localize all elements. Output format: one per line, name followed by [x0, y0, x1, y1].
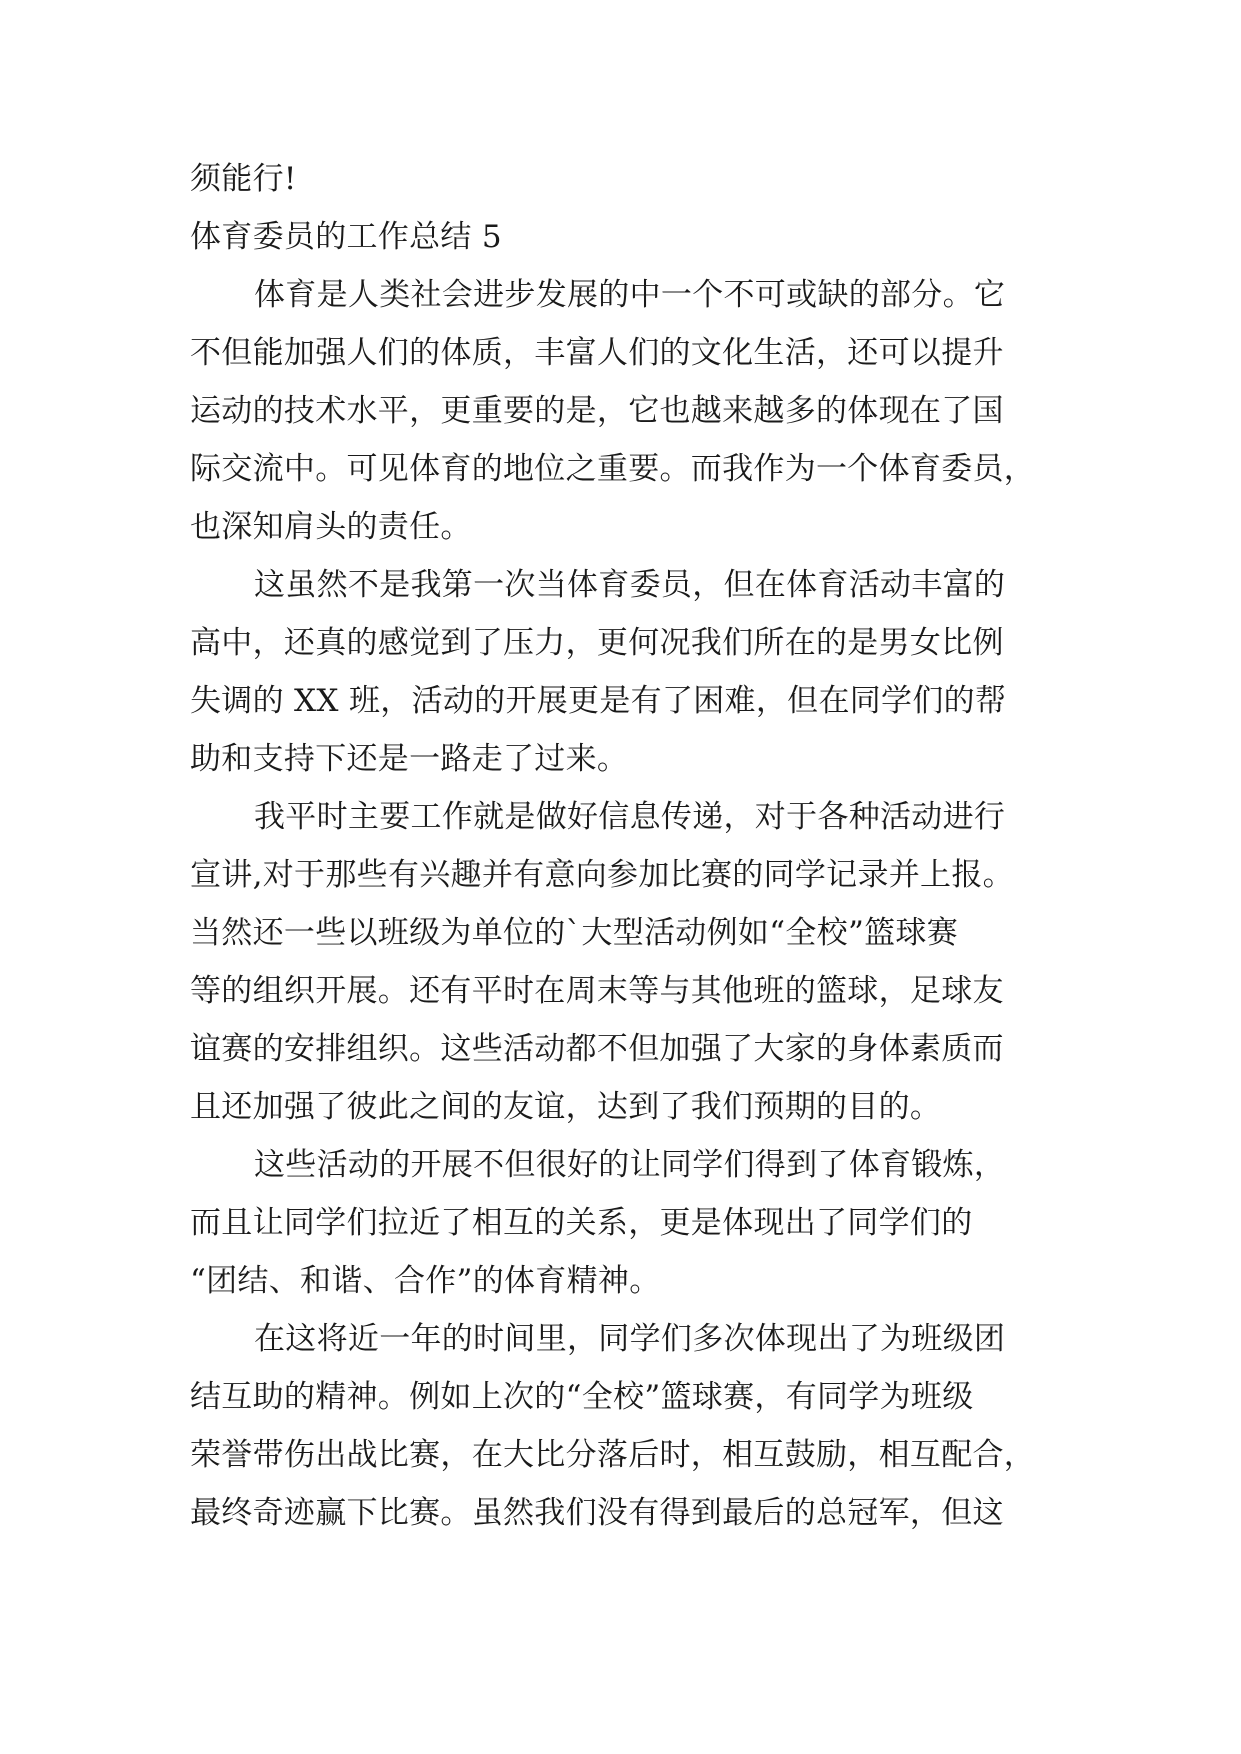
text-line: “团结、和谐、合作”的体育精神。: [190, 1263, 661, 1299]
text-line: 体育是人类社会进步发展的中一个不可或缺的部分。它: [254, 277, 1006, 313]
text-line: 在这将近一年的时间里，同学们多次体现出了为班级团: [254, 1321, 1006, 1357]
text-line: 结互助的精神。例如上次的“全校”篮球赛，有同学为班级: [190, 1379, 974, 1415]
text-line: 宣讲,对于那些有兴趣并有意向参加比赛的同学记录并上报。: [190, 857, 1014, 893]
text-line: 而且让同学们拉近了相互的关系，更是体现出了同学们的: [190, 1205, 973, 1241]
text-line: 际交流中。可见体育的地位之重要。而我作为一个体育委员，: [190, 451, 1036, 487]
text-line: 这虽然不是我第一次当体育委员，但在体育活动丰富的: [254, 567, 1006, 603]
text-line: 等的组织开展。还有平时在周末等与其他班的篮球，足球友: [190, 973, 1004, 1009]
text-line: 最终奇迹赢下比赛。虽然我们没有得到最后的总冠军，但这: [190, 1495, 1004, 1531]
text-line: 高中，还真的感觉到了压力，更何况我们所在的是男女比例: [190, 625, 1004, 661]
text-line: 运动的技术水平，更重要的是，它也越来越多的体现在了国: [190, 393, 1004, 429]
text-line: 助和支持下还是一路走了过来。: [190, 741, 629, 777]
document-page: [190, 150, 1090, 1542]
text-line: 且还加强了彼此之间的友谊，达到了我们预期的目的。: [190, 1089, 942, 1125]
text-line: 谊赛的安排组织。这些活动都不但加强了大家的身体素质而: [190, 1031, 1004, 1067]
text-line: 这些活动的开展不但很好的让同学们得到了体育锻炼，: [254, 1147, 1006, 1183]
text-line: 不但能加强人们的体质，丰富人们的文化生活，还可以提升: [190, 335, 1004, 371]
text-line: 也深知肩头的责任。: [190, 509, 472, 545]
text-line: 失调的 XX 班，活动的开展更是有了困难，但在同学们的帮: [190, 683, 1007, 719]
text-line: 须能行!: [190, 161, 297, 197]
text-line: 荣誉带伤出战比赛，在大比分落后时，相互鼓励，相互配合，: [190, 1437, 1036, 1473]
text-line: 我平时主要工作就是做好信息传递，对于各种活动进行: [254, 799, 1006, 835]
section-heading: 体育委员的工作总结 5: [190, 219, 502, 255]
text-line: 当然还一些以班级为单位的`大型活动例如“全校”篮球赛: [190, 915, 958, 951]
